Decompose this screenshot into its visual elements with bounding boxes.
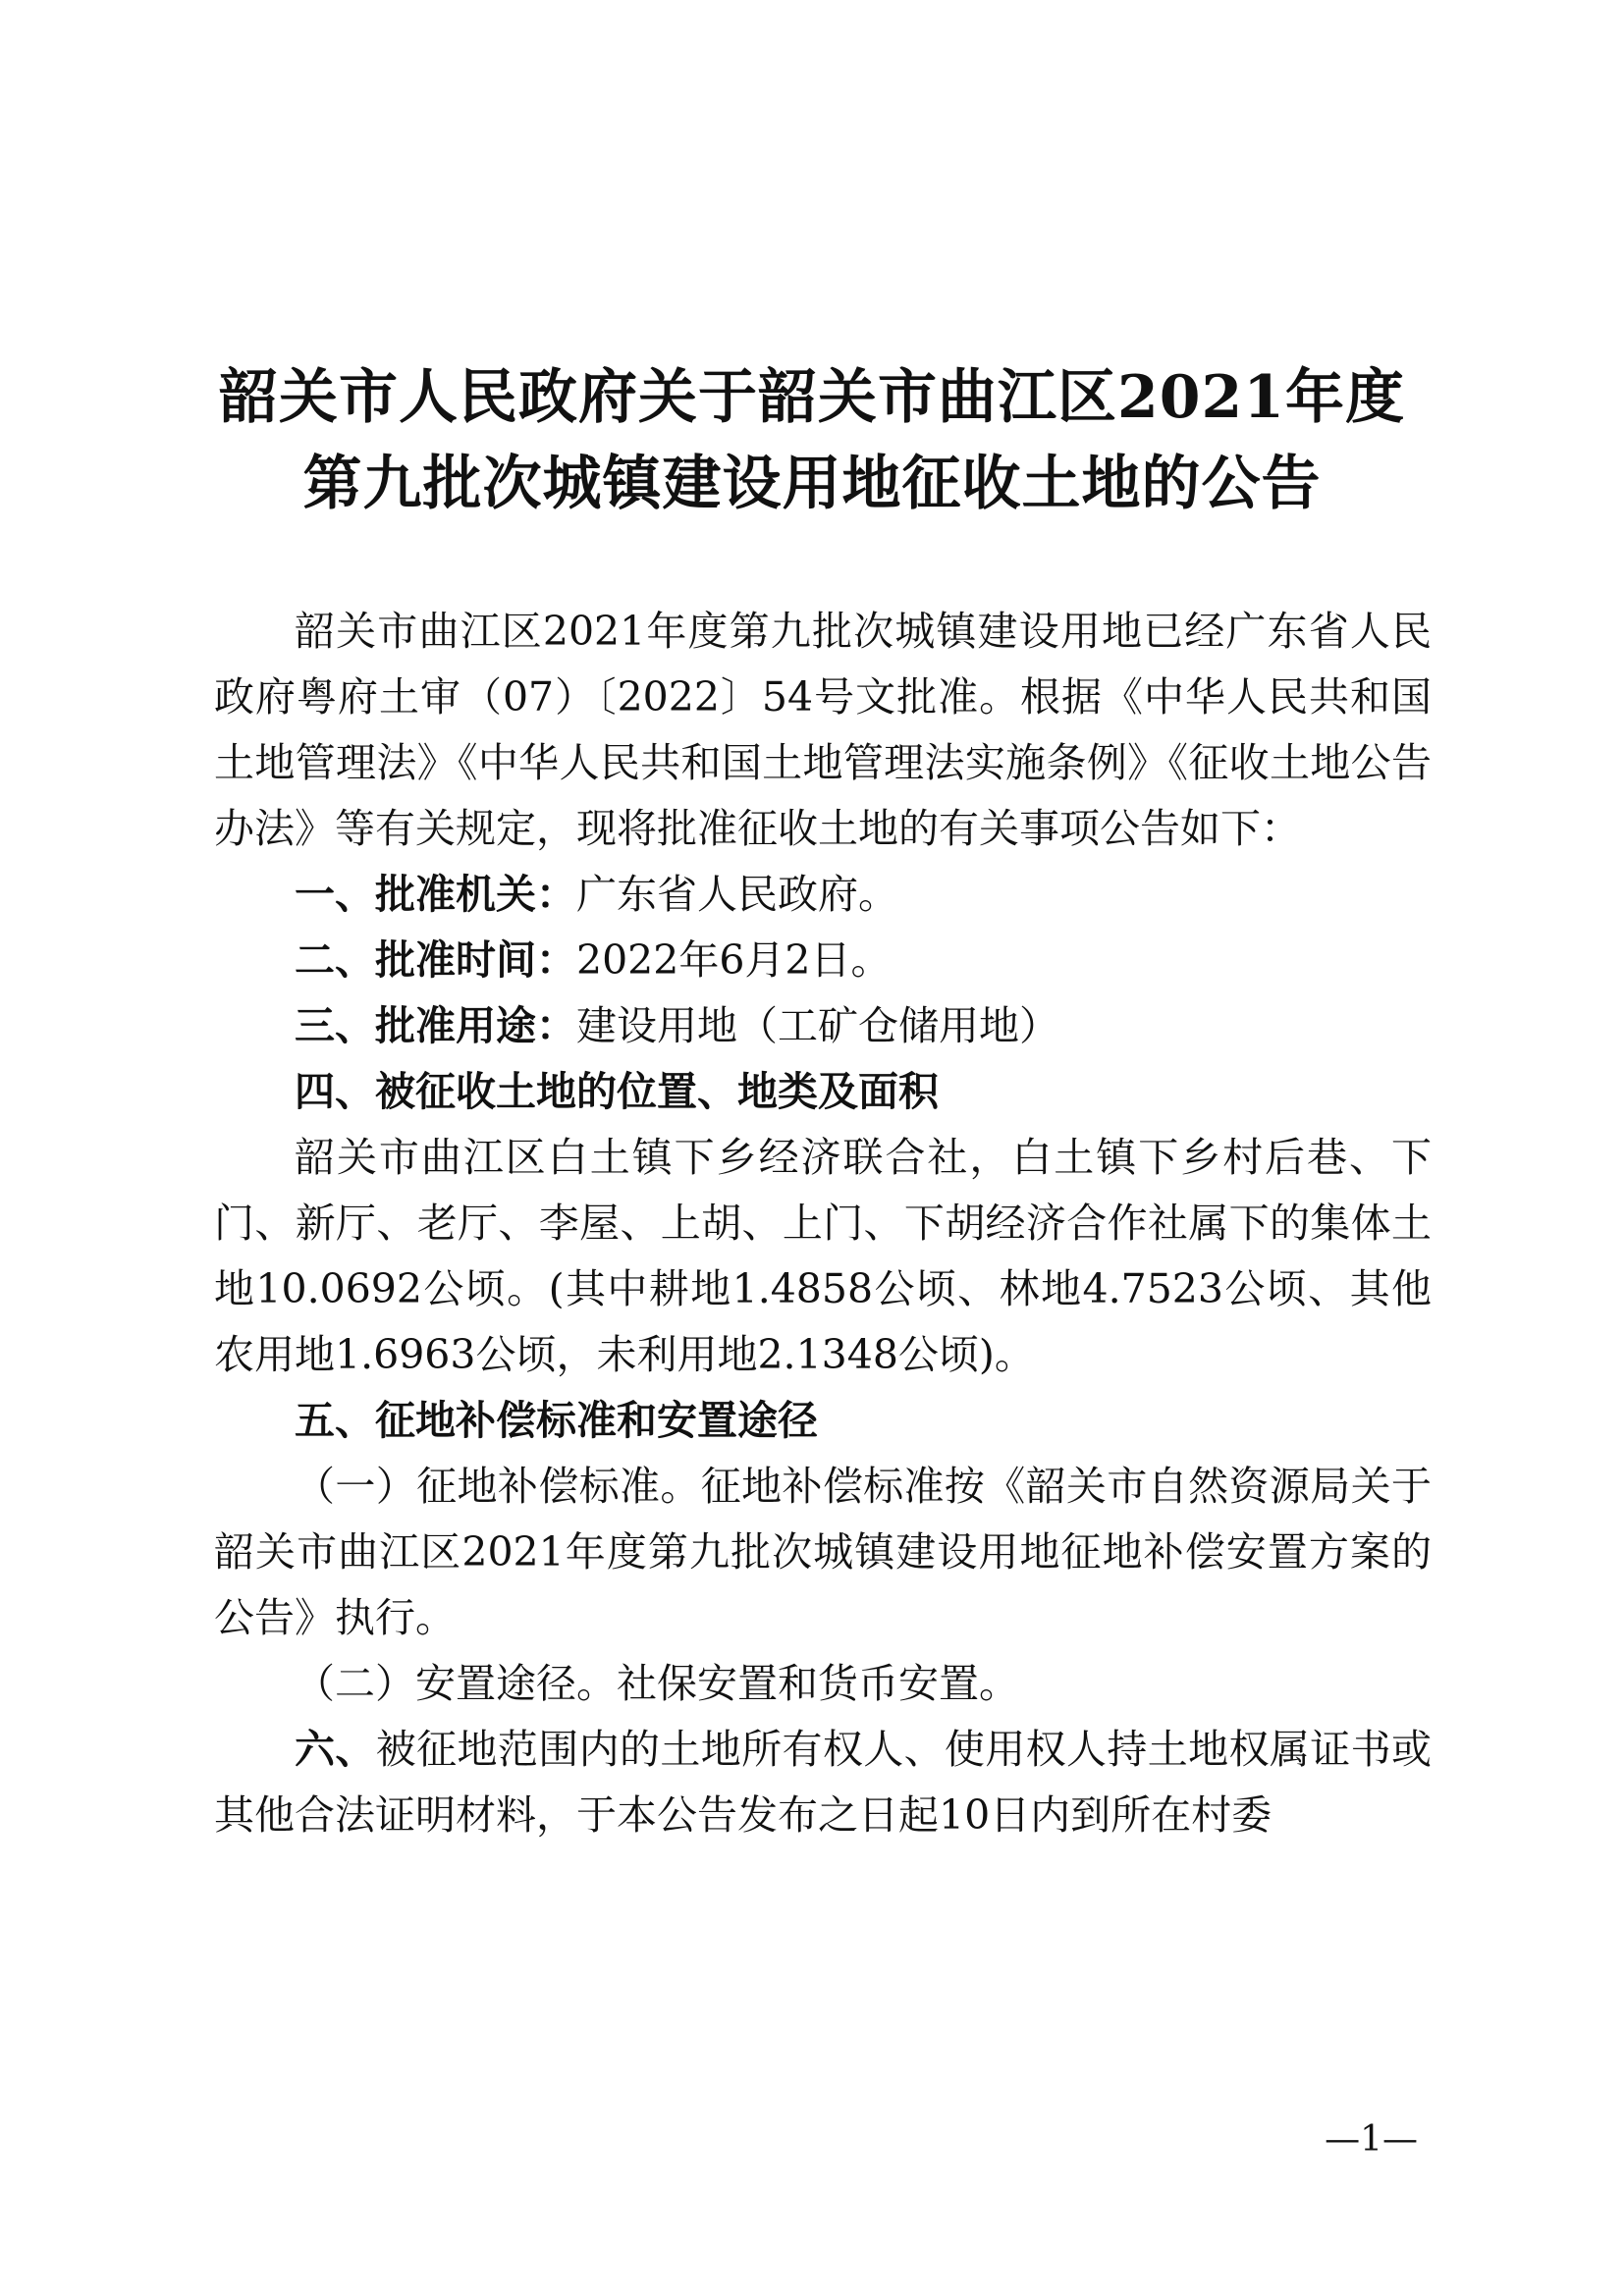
section-5-heading: 五、征地补偿标准和安置途径	[295, 1397, 818, 1444]
section-5-item-2: （二）安置途径。社保安置和货币安置。	[295, 1660, 1019, 1707]
section-4-paragraph: 韶关市曲江区白土镇下乡经济联合社，白土镇下乡村后巷、下门、新厅、老厅、李屋、上胡、上门、下胡经济合作社属下的集体土地10.0692公顷。(其中耕地1.4858公顷、林地4.7523公顷、其他农用地1.6963公顷，未利用地2.1348公顷)。	[214, 1134, 1432, 1378]
page-number: —1—	[1325, 2119, 1418, 2160]
item-approval-date-label: 二、批准时间：	[295, 936, 576, 984]
item-approval-authority-value: 广东省人民政府。	[576, 871, 898, 918]
intro-paragraph: 韶关市曲江区2021年度第九批次城镇建设用地已经广东省人民政府粤府土审（07）〔2022〕54号文批准。根据《中华人民共和国土地管理法》《中华人民共和国土地管理法实施条例》《征收土地公告办法》等有关规定，现将批准征收土地的有关事项公告如下：	[214, 608, 1432, 852]
section-5-item-1: （一）征地补偿标准。征地补偿标准按《韶关市自然资源局关于韶关市曲江区2021年度第九批次城镇建设用地征地补偿安置方案的公告》执行。	[214, 1463, 1432, 1641]
item-approval-purpose-label: 三、批准用途：	[295, 1002, 576, 1049]
document-body	[214, 599, 1432, 1848]
item-approval-purpose	[214, 993, 1432, 1059]
document-title-line-1: 韶关市人民政府关于韶关市曲江区2021年度	[219, 363, 1405, 432]
item-approval-date-value: 2022年6月2日。	[576, 936, 892, 984]
item-approval-authority-label: 一、批准机关：	[295, 871, 576, 918]
section-6-lead: 六、	[295, 1726, 376, 1773]
section-6-paragraph	[214, 1717, 1432, 1848]
item-approval-purpose-value: 建设用地（工矿仓储用地）	[576, 1002, 1059, 1049]
section-6-text: 被征地范围内的土地所有权人、使用权人持土地权属证书或其他合法证明材料，于本公告发布之日起10日内到所在村委	[214, 1726, 1433, 1839]
section-4-heading: 四、被征收土地的位置、地类及面积	[295, 1068, 939, 1115]
item-approval-authority	[214, 862, 1432, 928]
document-title-line-2: 第九批次城镇建设用地征收土地的公告	[302, 450, 1322, 518]
item-approval-date	[214, 928, 1432, 993]
